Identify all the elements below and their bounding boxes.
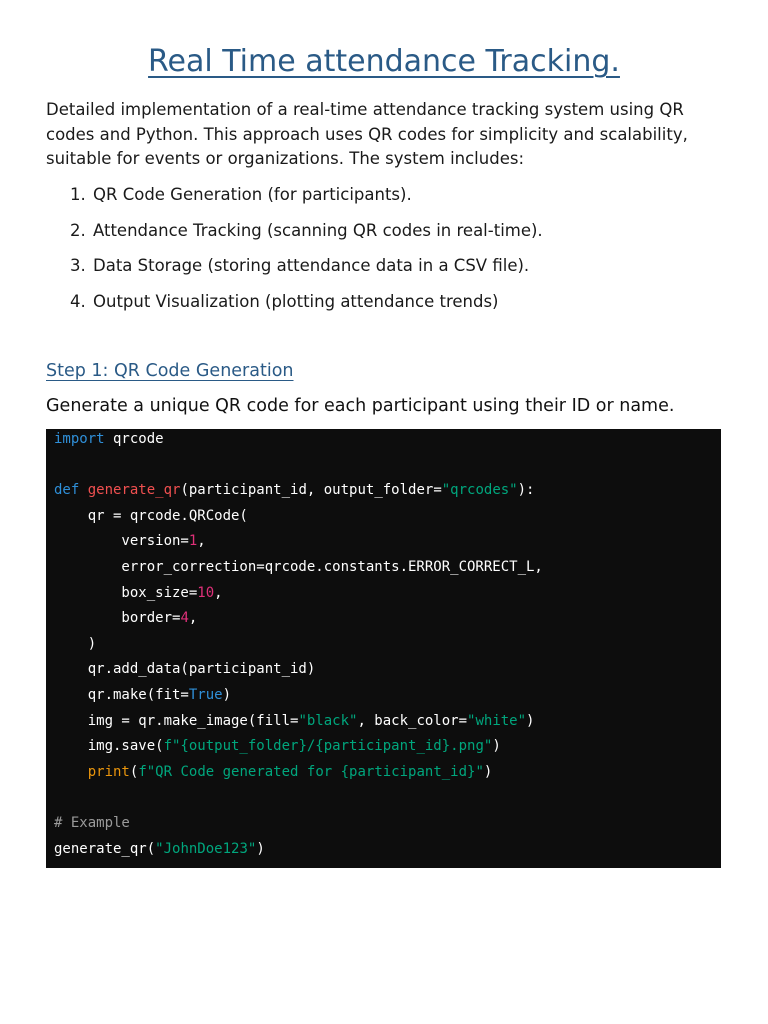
code-token: img.save( xyxy=(54,738,164,755)
code-token: border= xyxy=(54,610,181,627)
code-line xyxy=(54,557,713,583)
list-item-number: 2. xyxy=(70,220,86,240)
step1-heading: Step 1: QR Code Generation xyxy=(46,361,294,381)
code-token: ) xyxy=(483,763,493,780)
code-token: qr = qrcode.QRCode( xyxy=(54,507,248,524)
list-item-number: 4. xyxy=(70,291,86,311)
code-line xyxy=(54,531,713,557)
code-line xyxy=(54,787,713,813)
code-token: version= xyxy=(54,533,189,550)
code-token: ) xyxy=(222,686,232,703)
code-token: 10 xyxy=(197,584,215,601)
code-token: , xyxy=(197,533,206,550)
list-item-text: Data Storage (storing attendance data in a CSV file). xyxy=(93,256,530,275)
code-line xyxy=(54,455,713,481)
code-line xyxy=(54,736,713,762)
code-line xyxy=(54,506,713,532)
code-line xyxy=(54,608,713,634)
code-token: , back_color= xyxy=(357,712,468,729)
list-item-text: Output Visualization (plotting attendance trends) xyxy=(93,291,499,311)
intro-paragraph: Detailed implementation of a real-time attendance tracking system using QR codes and Python. This approach uses QR codes for simplicity and scalability, suitable for events or organizations. The system includes: xyxy=(46,100,688,168)
code-line xyxy=(54,659,713,685)
list-item-text: Attendance Tracking (scanning QR codes in real-time). xyxy=(93,220,543,240)
code-token: "JohnDoe123" xyxy=(155,840,257,857)
code-line xyxy=(54,480,713,506)
code-token xyxy=(79,482,87,498)
code-token: error_correction=qrcode.constants.ERROR_CORRECT_L, xyxy=(54,558,543,575)
code-line xyxy=(54,634,713,660)
list-item xyxy=(46,254,726,290)
code-line xyxy=(54,813,713,839)
code-token: qr.make(fit= xyxy=(54,686,189,703)
steps-list xyxy=(46,183,726,325)
code-token: "black" xyxy=(298,712,358,729)
code-token: , xyxy=(188,610,198,627)
code-token: box_size= xyxy=(54,584,198,601)
code-token: ( xyxy=(129,763,139,780)
code-line xyxy=(54,583,713,609)
code-token xyxy=(54,764,88,780)
list-item xyxy=(46,219,726,255)
code-token: "white" xyxy=(467,712,527,729)
list-item xyxy=(46,290,726,326)
code-token: 4 xyxy=(180,610,189,627)
code-block xyxy=(46,429,721,868)
page-title: Real Time attendance Tracking. xyxy=(148,44,620,79)
code-token: def xyxy=(54,482,80,499)
list-item-text: QR Code Generation (for participants). xyxy=(93,185,412,204)
code-token: qr.add_data(participant_id) xyxy=(54,661,316,678)
code-line xyxy=(54,762,713,788)
code-token: f"QR Code generated for {participant_id}" xyxy=(138,763,484,780)
code-token: (participant_id, output_folder= xyxy=(180,482,442,499)
step1-description: Generate a unique QR code for each participant using their ID or name. xyxy=(46,396,675,416)
code-token: , xyxy=(214,584,223,601)
code-token: ) xyxy=(526,712,535,729)
code-token: ): xyxy=(517,482,535,499)
code-token: "qrcodes" xyxy=(441,482,518,499)
code-line xyxy=(54,711,713,737)
list-item xyxy=(46,183,726,219)
code-token: # Example xyxy=(54,814,130,831)
code-token: import xyxy=(54,431,105,447)
code-token: img = qr.make_image(fill= xyxy=(54,712,299,729)
code-token: ) xyxy=(492,738,501,755)
list-item-number: 1. xyxy=(70,185,86,204)
list-item-number: 3. xyxy=(70,256,86,275)
code-token: generate_qr xyxy=(87,482,181,499)
code-line xyxy=(54,839,713,865)
code-token: ) xyxy=(256,840,265,857)
code-token: generate_qr( xyxy=(54,840,156,857)
code-token: True xyxy=(188,686,223,703)
code-token: f"{output_folder}/{participant_id}.png" xyxy=(163,738,493,755)
code-token: ) xyxy=(54,635,97,652)
code-line xyxy=(54,685,713,711)
code-line xyxy=(54,429,713,455)
code-token: 1 xyxy=(188,533,198,550)
code-token: qrcode xyxy=(104,431,164,447)
code-token: print xyxy=(87,763,130,780)
